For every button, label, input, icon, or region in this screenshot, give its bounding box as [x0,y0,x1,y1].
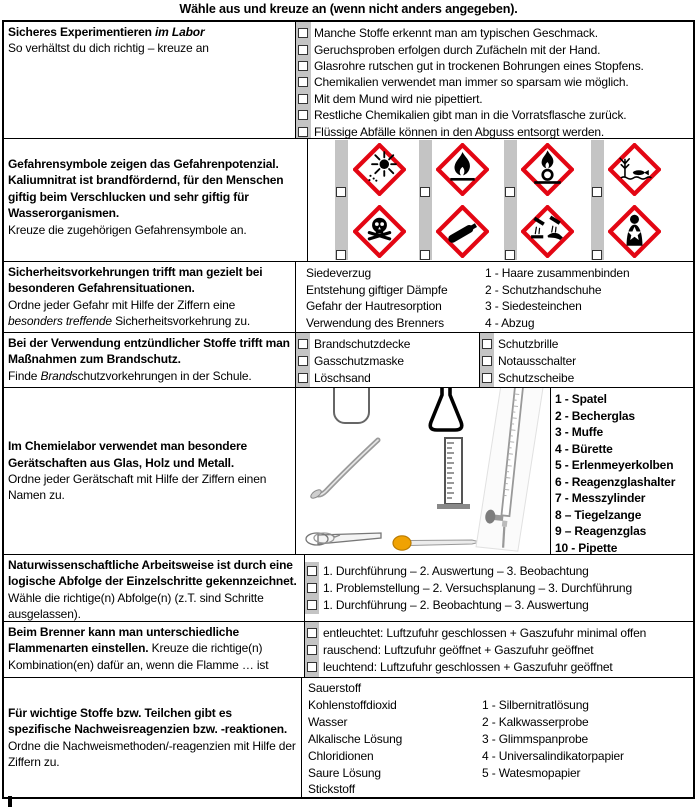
checkbox[interactable] [307,628,317,638]
substance-item: Kohlenstoffdioxid [308,697,397,712]
checkbox[interactable] [298,77,308,87]
worksheet-title: Wähle aus und kreuze an (wenn nicht anders angegeben). [179,2,518,16]
checkbox[interactable] [482,356,492,366]
option-row [296,58,693,74]
erlenmeyer-flask-icon [430,388,462,430]
section8-description [4,678,302,797]
checkbox[interactable] [420,187,430,197]
checkbox-strip [504,140,517,260]
option-label: Manche Stoffe erkennt man am typischen Geschmack. [314,26,598,41]
equipment-name: 5 - Erlenmeyerkolben [555,458,674,473]
section1-statement-italic: im Labor [155,25,205,39]
section-hazard-symbols [4,139,693,262]
ghs-corrosive-icon [521,205,574,258]
section3-description [4,262,296,332]
substance-item: Chloridionen [308,748,374,763]
section6-statement: Naturwissenschaftliche Arbeitsweise ist durch eine logische Abfolge der Einzelschritte gekennzeichnet. [8,558,297,589]
checkbox[interactable] [298,45,308,55]
option-label: Schutzscheibe [498,370,575,385]
section-lab-equipment [4,388,693,555]
option-row [296,123,693,138]
section7-options [305,622,693,677]
section8-matching-area [302,678,693,797]
equipment-name: 10 - Pipette [555,540,618,554]
section6-instruction: Wähle die richtige(n) Abfolge(n) (z.T. sind Schritte ausgelassen). [8,590,264,621]
section3-matching-area [296,262,693,332]
section1-options [296,22,693,138]
ghs-gas-under-pressure-icon [436,205,489,258]
checkbox[interactable] [482,373,492,383]
pipette-icon [393,536,480,550]
section2-pictogram-grid [308,139,693,261]
option-row [480,369,693,386]
section4-instruction-pre: Finde [8,368,38,383]
option-label: entleuchtet: Luftzufuhr geschlossen + Gaszufuhr minimal offen [323,625,647,640]
ghs-environmental-hazard-icon [608,143,661,196]
measure-item: 1 - Haare zusammenbinden [485,266,630,280]
section7-instruction: Kreuze die richtige(n) Kombination(en) dafür an, wenn die Flamme … ist [8,641,269,672]
option-row [296,41,693,57]
checkbox[interactable] [298,94,308,104]
option-label: Glasrohre rutschen gut in trockenen Bohrungen eines Stopfens. [314,58,644,73]
section2-instruction: Kreuze die zugehörigen Gefahrensymbole an. [8,222,247,237]
measure-item: 2 - Schutzhandschuhe [485,282,602,297]
ghs-toxic-icon [353,205,406,258]
substance-item: Wasser [308,714,348,729]
section1-description [4,22,296,138]
option-row [296,369,479,386]
checkbox-strip [591,140,604,260]
section4-statement: Bei der Verwendung entzündlicher Stoffe trifft man Maßnahmen zum Brandschutz. [8,336,290,367]
reagent-item: 1 - Silbernitratlösung [482,698,589,712]
checkbox[interactable] [420,250,430,260]
option-row [296,352,479,369]
section4-options-left [296,333,480,387]
checkbox[interactable] [298,373,308,383]
worksheet-table [2,20,695,799]
section-burner-flames [4,622,693,678]
reagent-item: 5 - Watesmopapier [482,765,581,780]
equipment-name: 3 - Muffe [555,425,603,440]
section3-instruction-italic: besonders treffende [8,314,112,329]
equipment-name: 6 - Reagenzglashalter [555,474,676,489]
option-label: Schutzbrille [498,336,559,351]
section3-instruction-post: Sicherheitsvorkehrung zu. [115,314,251,329]
section-safe-experimenting [4,22,693,139]
checkbox-strip [419,140,432,260]
ghs-explosive-icon [353,143,406,196]
equipment-name: 2 - Becherglas [555,408,635,423]
section4-options [296,333,693,387]
section4-instruction-post: schutzvorkehrungen in der Schule. [71,368,252,383]
option-label: 1. Durchführung – 2. Auswertung – 3. Beobachtung [323,564,589,578]
option-label: Restliche Chemikalien gibt man in die Vorratsflasche zurück. [314,108,627,123]
checkbox[interactable] [505,250,515,260]
section7-description [4,622,305,677]
checkbox[interactable] [592,187,602,197]
section5-name-list [551,388,693,554]
section-fire-protection [4,333,693,388]
option-label: 1. Durchführung – 2. Beobachtung – 3. Auswertung [323,598,589,612]
option-label: rauschend: Luftzufuhr geöffnet + Gaszufuhr geöffnet [323,642,594,657]
option-row [305,597,693,614]
measure-item: 3 - Siedesteinchen [485,299,582,314]
ghs-flammable-icon [436,143,489,196]
section2-description [4,139,308,261]
ghs-oxidizing-icon [521,143,574,196]
section4-options-right [480,333,693,387]
reagent-item: 2 - Kalkwasserprobe [482,714,589,729]
checkbox[interactable] [298,127,308,137]
checkbox[interactable] [298,61,308,71]
test-tube-icon [334,388,369,423]
option-row [305,641,693,658]
checkbox[interactable] [298,356,308,366]
checkbox-strip [335,140,348,260]
section5-description [4,388,296,554]
option-label: Notausschalter [498,353,576,368]
hazard-item[interactable]: Siedeverzug [306,266,372,280]
section3-statement: Sicherheitsvorkehrungen trifft man gezielt bei besonderen Gefahrensituationen. [8,265,263,296]
equipment-name: 4 - Bürette [555,441,613,456]
substance-item: Alkalische Lösung [308,731,403,746]
option-row [480,335,693,352]
equipment-name: 1 - Spatel [555,392,607,406]
option-label: Flüssige Abfälle können in den Abguss entsorgt werden. [314,124,605,138]
section5-statement: Im Chemielabor verwendet man besondere Gerätschaften aus Glas, Holz und Metall. [8,439,248,470]
section-safety-measures [4,262,693,333]
checkbox[interactable] [298,339,308,349]
measure-item: 4 - Abzug [485,315,535,330]
hazard-item[interactable]: Verwendung des Brenners [306,315,444,330]
substance-item: Stickstoff [308,782,355,797]
option-row [305,580,693,597]
ghs-health-hazard-icon [608,205,661,258]
option-label: Chemikalien verwendet man immer so sparsam wie möglich. [314,75,629,90]
option-label: Gasschutzmaske [314,353,404,368]
section5-instruction: Ordne jeder Gerätschaft mit Hilfe der Ziffern einen Namen zu. [8,472,267,503]
option-label: Geruchsproben erfolgen durch Zufächeln mit der Hand. [314,42,601,57]
option-label: Löschsand [314,370,371,385]
option-label: leuchtend: Luftzufuhr geschlossen + Gaszufuhr geöffnet [323,660,613,675]
table-corner-mark [8,796,12,807]
option-row [296,25,693,41]
substance-item: Saure Lösung [308,765,381,780]
section5-equipment-images [296,388,551,554]
equipment-name: 7 - Messzylinder [555,491,646,506]
section-detection-reagents [4,678,693,797]
checkbox[interactable] [336,187,346,197]
section7-statement: Beim Brenner kann man unterschiedliche Flammenarten einstellen. [8,625,240,656]
option-row [296,335,479,352]
section6-description [4,555,305,621]
equipment-name: 9 – Reagenzglas [555,524,647,539]
option-row [480,352,693,369]
section3-instruction-pre: Ordne jeder Gefahr mit Hilfe der Ziffern eine [8,297,236,312]
hazard-item[interactable]: Entstehung giftiger Dämpfe [306,282,448,297]
burette-icon [476,388,543,552]
option-row [305,624,693,641]
section2-statement: Gefahrensymbole zeigen das Gefahrenpotenzial. Kaliumnitrat ist brandfördernd, für den Menschen giftig beim Verschlucken und sehr giftig für Wasserorganismen. [8,157,284,221]
section-scientific-method [4,555,693,622]
checkbox[interactable] [482,339,492,349]
section4-description [4,333,296,387]
reagent-item: 3 - Glimmspanprobe [482,731,589,746]
option-row [296,107,693,123]
reagent-item: 4 - Universalindikatorpapier [482,748,624,763]
checkbox[interactable] [336,250,346,260]
hazard-item[interactable]: Gefahr der Hautresorption [306,299,442,314]
measuring-cylinder-icon [437,438,470,509]
checkbox[interactable] [307,645,317,655]
lab-equipment-illustration [296,388,549,553]
section6-options [305,555,693,621]
option-label: Brandschutzdecke [314,336,411,351]
equipment-name: 8 – Tiegelzange [555,507,642,522]
checkbox[interactable] [307,600,317,610]
spatula-icon [309,440,378,500]
option-label: Mit dem Mund wird nie pipettiert. [314,91,483,106]
checkbox[interactable] [592,250,602,260]
section8-statement: Für wichtige Stoffe bzw. Teilchen gibt es spezifische Nachweisreagenzien bzw. -reaktionen. [8,705,288,737]
test-tube-holder-icon [306,533,381,545]
option-label: 1. Problemstellung – 2. Versuchsplanung – 3. Durchführung [323,581,632,595]
checkbox[interactable] [505,187,515,197]
option-row [296,91,693,107]
section1-statement: Sicheres Experimentieren [8,25,152,39]
option-row [296,74,693,90]
option-row [305,563,693,580]
section1-instruction: So verhältst du dich richtig – kreuze an [8,41,209,56]
section4-instruction-italic: Brand [40,368,72,383]
checkbox[interactable] [307,583,317,593]
checkbox[interactable] [298,110,308,120]
checkbox[interactable] [307,662,317,672]
checkbox[interactable] [307,566,317,576]
section8-instruction: Ordne die Nachweismethoden/-reagenzien mit Hilfe der Ziffern zu. [8,738,296,769]
checkbox[interactable] [298,28,308,38]
substance-item: Sauerstoff [308,681,361,695]
option-row [305,659,693,676]
